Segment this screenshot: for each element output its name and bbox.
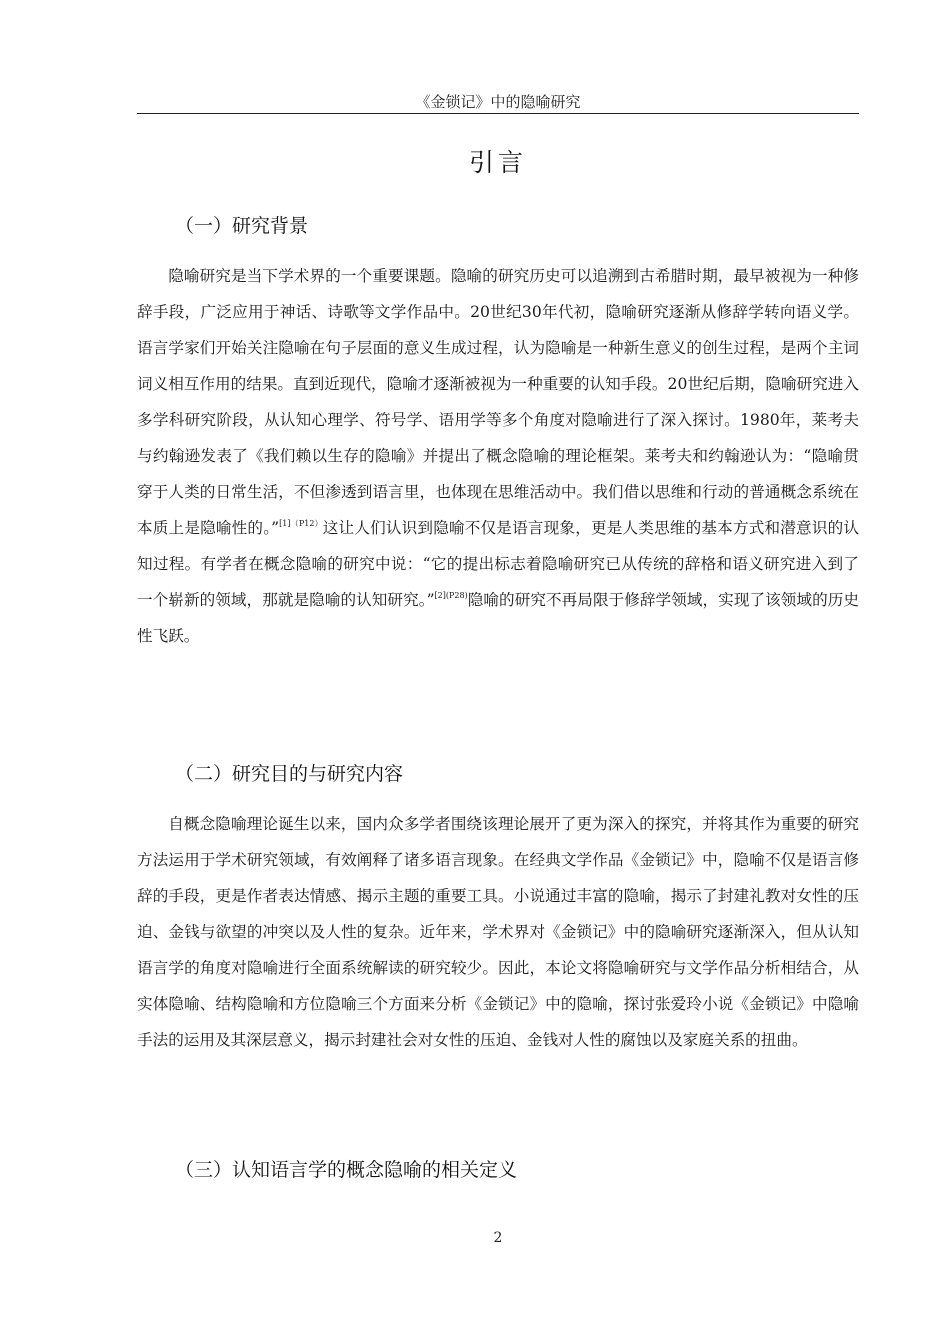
citation-marker: [1]（P12） [279,519,323,528]
paragraph-purpose: 自概念隐喻理论诞生以来，国内众多学者围绕该理论展开了更为深入的探究，并将其作为重要的研究方法运用于学术研究领域，有效阐释了诸多语言现象。在经典文学作品《金锁记》中，隐喻不仅是语言修辞的手段，更是作者表达情感、揭示主题的重要工具。小说通过丰富的隐喻，揭示了封建礼教对女性的压迫、金钱与欲望的冲突以及人性的复杂。近年来，学术界对《金锁记》中的隐喻研究逐渐深入，但从认知语言学的角度对隐喻进行全面系统解读的研究较少。因此，本论文将隐喻研究与文学作品分析相结合，从实体隐喻、结构隐喻和方位隐喻三个方面来分析《金锁记》中的隐喻，探讨张爱玲小说《金锁记》中隐喻手法的运用及其深层意义，揭示封建社会对女性的压迫、金钱对人性的腐蚀以及家庭关系的扭曲。 [137,815,859,1049]
citation-marker: [2](P28) [434,591,468,600]
section-heading-purpose: （二）研究目的与研究内容 [175,763,404,785]
chapter-title: 引言 [468,148,527,177]
page-number: 2 [493,1230,503,1246]
paragraph-background [137,258,859,654]
paragraph-text: 隐喻的研究不再局限于修辞学领域，实现了该领域的历史性飞跃。 [137,591,859,645]
section-heading-background: （一）研究背景 [175,215,309,237]
paragraph-text: 隐喻研究是当下学术界的一个重要课题。隐喻的研究历史可以追溯到古希腊时期，最早被视为一种修辞手段，广泛应用于神话、诗歌等文学作品中。20世纪30年代初，隐喻研究逐渐从修辞学转向语义学。语言学家们开始关注隐喻在句子层面的意义生成过程，认为隐喻是一种新生意义的创生过程，是两个主词词义相互作用的结果。直到近现代，隐喻才逐渐被视为一种重要的认知手段。20世纪后期，隐喻研究进入多学科研究阶段，从认知心理学、符号学、语用学等多个角度对隐喻进行了深入探讨。1980年，莱考夫与约翰逊发表了《我们赖以生存的隐喻》并提出了概念隐喻的理论框架。莱考夫和约翰逊认为：“隐喻贯穿于人类的日常生活，不但渗透到语言里，也体现在思维活动中。我们借以思维和行动的普通概念系统在本质上是隐喻性的。” [137,267,859,537]
section-heading-definitions: （三）认知语言学的概念隐喻的相关定义 [175,1159,518,1181]
running-header: 《金锁记》中的隐喻研究 [415,93,581,111]
paragraph-text: 这让人们认识到隐喻不仅是语言现象，更是人类思维的基本方式和潜意识的认知过程。有学者在概念隐喻的研究中说：“它的提出标志着隐喻研究已从传统的辞格和语义研究进入到了一个崭新的领域，那就是隐喻的认知研究。” [137,519,859,609]
header-divider [137,113,859,114]
